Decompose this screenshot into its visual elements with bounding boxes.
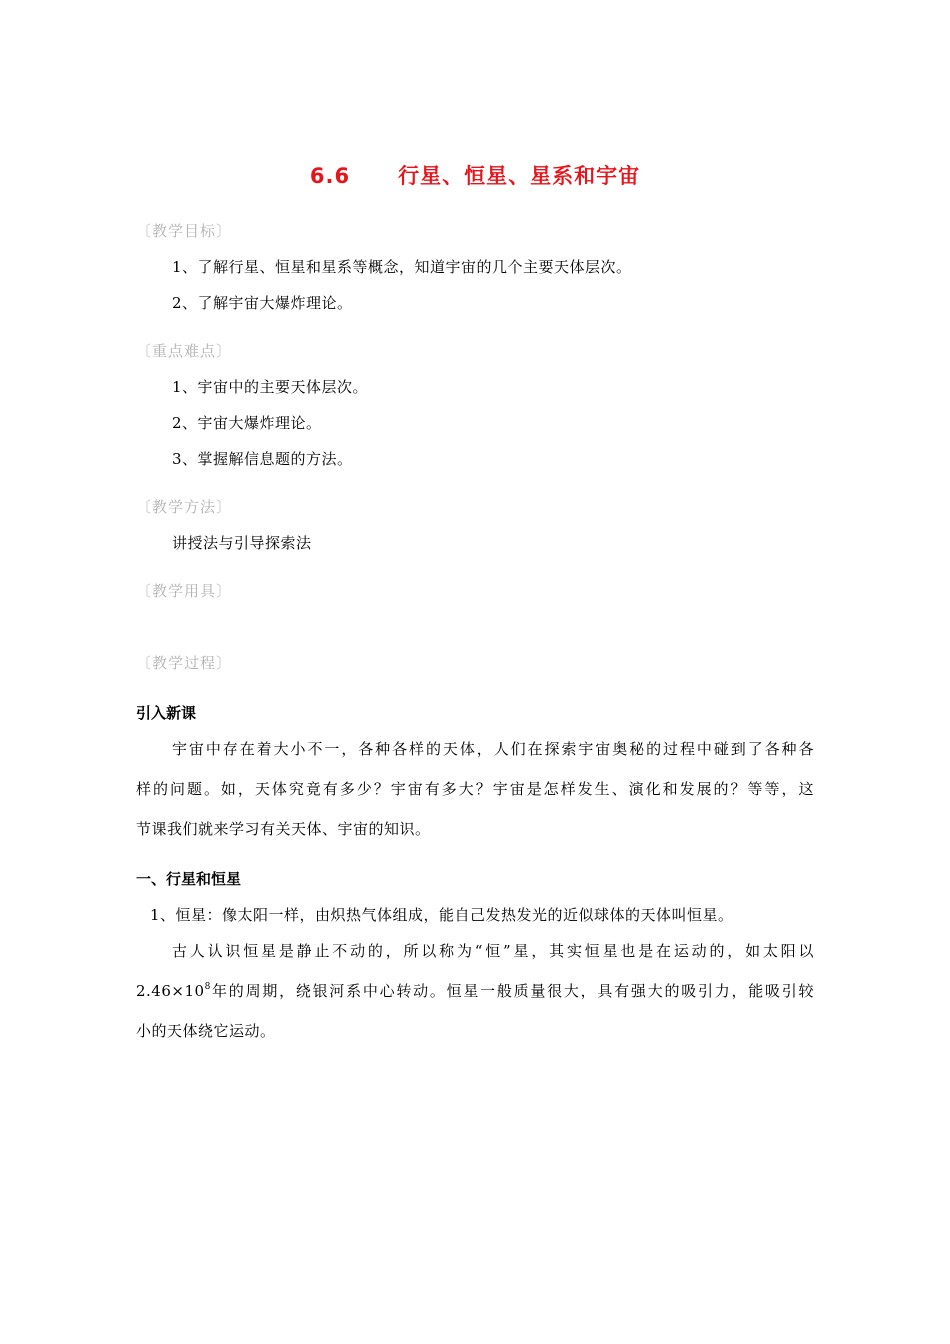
section-header-goals: 〔教学目标〕 <box>136 222 233 240</box>
section-header-key-points: 〔重点难点〕 <box>136 342 233 360</box>
star-definition: 1、恒星：像太阳一样，由炽热气体组成，能自己发热发光的近似球体的天体叫恒星。 <box>150 906 734 924</box>
intro-heading: 引入新课 <box>136 704 197 722</box>
methods-text: 讲授法与引导探索法 <box>172 534 312 552</box>
key-point-item-3: 3、掌握解信息题的方法。 <box>172 450 353 468</box>
part1-heading: 一、行星和恒星 <box>136 870 242 888</box>
title-text: 行星、恒星、星系和宇宙 <box>398 164 641 188</box>
key-point-item-1: 1、宇宙中的主要天体层次。 <box>172 378 369 396</box>
section-header-tools: 〔教学用具〕 <box>136 582 233 600</box>
section-header-methods: 〔教学方法〕 <box>136 498 233 516</box>
star-paragraph-line-1: 古人认识恒星是静止不动的，所以称为“恒”星，其实恒星也是在运动的，如太阳以 <box>172 942 814 960</box>
star-paragraph-line-2 <box>136 980 814 1001</box>
intro-line-1: 宇宙中存在着大小不一，各种各样的天体，人们在探索宇宙奥秘的过程中碰到了各种各 <box>172 740 814 758</box>
goal-item-2: 2、了解宇宙大爆炸理论。 <box>172 294 353 312</box>
page-title <box>0 160 950 190</box>
key-point-item-2: 2、宇宙大爆炸理论。 <box>172 414 322 432</box>
intro-line-2: 样的问题。如，天体究竟有多少？宇宙有多大？宇宙是怎样发生、演化和发展的？等等，这 <box>136 780 814 798</box>
star-paragraph-line-3: 小的天体绕它运动。 <box>136 1022 276 1040</box>
star-period-exponent: 8 <box>204 982 211 992</box>
intro-line-3: 节课我们就来学习有关天体、宇宙的知识。 <box>136 820 431 838</box>
section-header-process: 〔教学过程〕 <box>136 654 233 672</box>
star-paragraph-line-2-text: 年的周期，绕银河系中心转动。恒星一般质量很大，具有强大的吸引力，能吸引较 <box>210 982 814 1000</box>
star-period-value: 2.46×10 <box>136 982 205 1000</box>
title-number: 6.6 <box>309 164 351 188</box>
goal-item-1: 1、了解行星、恒星和星系等概念，知道宇宙的几个主要天体层次。 <box>172 258 632 276</box>
